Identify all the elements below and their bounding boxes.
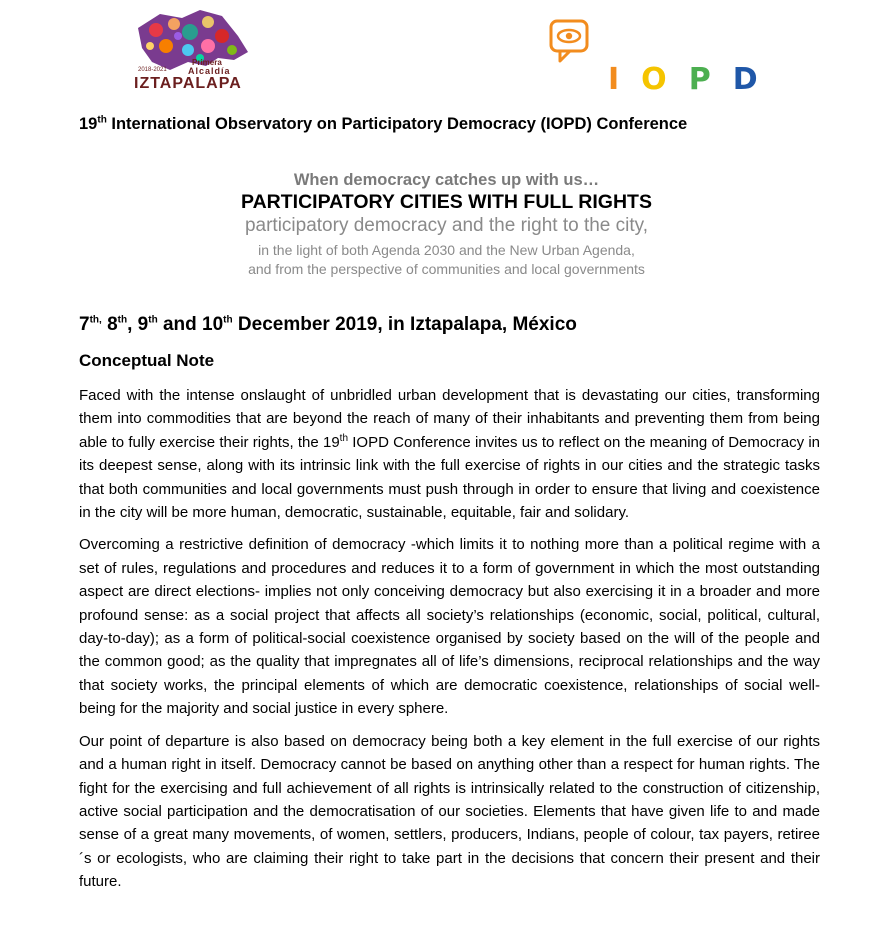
- iopd-letter-d: D: [732, 62, 780, 97]
- conference-title: [79, 115, 687, 134]
- iopd-letter-o: O: [641, 62, 689, 97]
- conceptual-note-body: [79, 384, 820, 903]
- iopd-wordmark: [608, 62, 780, 97]
- iopd-letter-i: I: [608, 62, 642, 97]
- date-1: 7: [79, 314, 90, 335]
- theme-title: PARTICIPATORY CITIES WITH FULL RIGHTS: [241, 191, 652, 213]
- conference-number-suffix: th: [97, 114, 107, 126]
- paragraph-1-part-b: IOPD Conference invites us to reflect on the meaning of Democracy in its deepest sense, along with its intrinsic link with the full exercise of rights in our cities and the strategic tasks that both communities and local governments must push through in order to ensure that living and coexistence in the city will be more human, democratic, sustainable, equitable, fair and solidary.: [79, 433, 820, 522]
- theme-context-line-2: and from the perspective of communities and local governments: [248, 261, 645, 277]
- paragraph-1: [79, 384, 820, 524]
- date-1-suffix: th,: [89, 314, 102, 326]
- conference-title-text: International Observatory on Participatory Democracy (IOPD) Conference: [106, 115, 688, 133]
- date-4: and 10: [157, 314, 224, 335]
- logo-name: IZTAPALAPA: [134, 75, 242, 92]
- dates-location: December 2019, in Iztapalapa, México: [232, 314, 577, 335]
- paragraph-3: Our point of departure is also based on democracy being both a key element in the full exercise of our rights and a human right in itself. Democracy cannot be based on anything other than a respect for human rights. The fight for the exercising and full achievement of all rights is intrinsically related to the construction of citizenship, active social participation and the democratisation of our societies. Elements that have given life to and made sense of a great many movements, of women, settlers, producers, Indians, people of colour, tax payers, retiree´s or ecologists, who are claiming their right to take part in the decisions that concern their present and their future.: [79, 732, 820, 891]
- date-3: , 9: [127, 314, 149, 335]
- theme-context-line-1: in the light of both Agenda 2030 and the New Urban Agenda,: [258, 242, 635, 258]
- iopd-letter-p: P: [688, 62, 733, 97]
- section-heading: Conceptual Note: [79, 351, 215, 370]
- logo-line-alcaldia: Alcaldía: [188, 66, 231, 76]
- conference-number: 19: [79, 115, 98, 133]
- event-dates: [79, 314, 577, 336]
- date-2: 8: [101, 314, 118, 335]
- date-2-suffix: th: [117, 314, 128, 326]
- date-3-suffix: th: [148, 314, 158, 326]
- logo-line-primera: Primera: [192, 58, 222, 67]
- paragraph-1-part-a: Faced with the intense onslaught of unbridled urban development that is devastating our cities, transforming them into commodities that are beyond the reach of many of their inhabitants and preventing them from being able to fully exercise their rights, the 19: [79, 387, 820, 451]
- iztapalapa-logo: [130, 6, 255, 98]
- logo-years: 2018-2021: [138, 67, 167, 73]
- eye-speech-bubble-icon: [548, 18, 592, 64]
- iopd-logo: [548, 18, 788, 100]
- date-4-suffix: th: [223, 314, 233, 326]
- paragraph-2: Overcoming a restrictive definition of democracy -which limits it to nothing more than a political regime with a set of rules, regulations and procedures and reduces it to a form of government in which the most outstanding aspect are direct elections- implies not only conceiving democracy but also exercising it in a broader and more profound sense: as a social project that affects all society’s relationships (economic, social, political, cultural, day-to-day); as a form of political-social coexistence organised by society based on the will of the people and the common good; as the quality that impregnates all of life’s dimensions, reciprocal relationships and the way that society works, the principal elements of which are democratic coexistence, relationships of social well-being for the majority and social justice in every sphere.: [79, 536, 820, 718]
- theme-tagline: participatory democracy and the right to the city,: [244, 215, 649, 236]
- theme-subtitle: When democracy catches up with us…: [293, 171, 600, 189]
- paragraph-1-suffix: th: [339, 432, 349, 444]
